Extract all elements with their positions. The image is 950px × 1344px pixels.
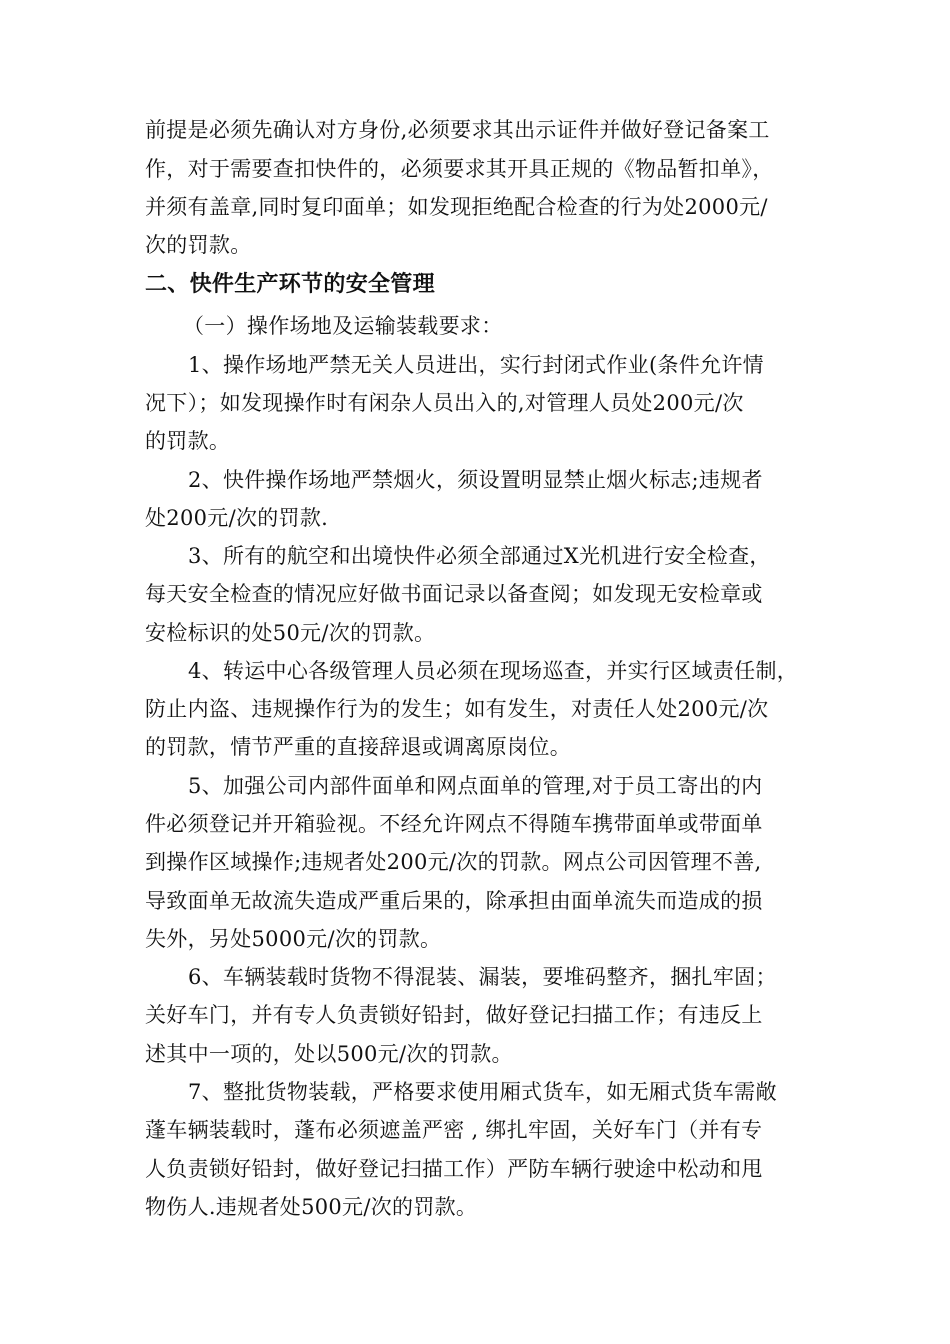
text-line: 人负责锁好铅封，做好登记扫描工作）严防车辆行驶途中松动和甩: [145, 1157, 763, 1181]
text-line: 7、整批货物装载，严格要求使用厢式货车，如无厢式货车需敞: [188, 1080, 777, 1104]
text-line: 4、转运中心各级管理人员必须在现场巡查，并实行区域责任制，: [188, 659, 799, 683]
text-line: 作，对于需要查扣快件的，必须要求其开具正规的《物品暂扣单》，: [145, 157, 774, 181]
text-line: 失外，另处5000元/次的罚款。: [145, 927, 442, 951]
text-line: 次的罚款。: [145, 233, 252, 257]
text-line: 每天安全检查的情况应好做书面记录以备查阅；如发现无安检章或: [145, 582, 763, 606]
text-line: 6、车辆装载时货物不得混装、漏装，要堆码整齐，捆扎牢固；: [188, 965, 777, 989]
text-line: 防止内盗、违规操作行为的发生；如有发生，对责任人处200元/次: [145, 697, 769, 721]
text-line: 并须有盖章,同时复印面单；如发现拒绝配合检查的行为处2000元/: [145, 195, 768, 219]
text-line: 3、所有的航空和出境快件必须全部通过X光机进行安全检查，: [188, 544, 771, 568]
text-line: 2、快件操作场地严禁烟火，须设置明显禁止烟火标志;违规者: [188, 468, 763, 492]
text-line: 蓬车辆装载时，蓬布必须遮盖严密 , 绑扎牢固，关好车门（并有专: [145, 1118, 763, 1142]
subsection-heading: （一）操作场地及运输装载要求：: [183, 314, 503, 338]
text-line: 物伤人.违规者处500元/次的罚款。: [145, 1195, 478, 1219]
text-line: 到操作区域操作;违规者处200元/次的罚款。网点公司因管理不善,: [145, 850, 762, 874]
text-line: 1、操作场地严禁无关人员进出，实行封闭式作业(条件允许情: [188, 353, 764, 377]
section-heading: 二、快件生产环节的安全管理: [145, 271, 435, 297]
text-line: 处200元/次的罚款.: [145, 506, 329, 530]
text-line: 5、加强公司内部件面单和网点面单的管理,对于员工寄出的内: [188, 774, 763, 798]
text-line: 关好车门，并有专人负责锁好铅封，做好登记扫描工作；有违反上: [145, 1003, 763, 1027]
text-line: 的罚款。: [145, 429, 231, 453]
text-line: 况下）；如发现操作时有闲杂人员出入的,对管理人员处200元/次: [145, 391, 744, 415]
text-line: 件必须登记并开箱验视。不经允许网点不得随车携带面单或带面单: [145, 812, 763, 836]
text-line: 的罚款，情节严重的直接辞退或调离原岗位。: [145, 735, 571, 759]
text-line: 前提是必须先确认对方身份,必须要求其出示证件并做好登记备案工: [145, 118, 770, 142]
text-line: 述其中一项的，处以500元/次的罚款。: [145, 1042, 513, 1066]
text-line: 安检标识的处50元/次的罚款。: [145, 621, 436, 645]
text-line: 导致面单无故流失造成严重后果的，除承担由面单流失而造成的损: [145, 889, 763, 913]
